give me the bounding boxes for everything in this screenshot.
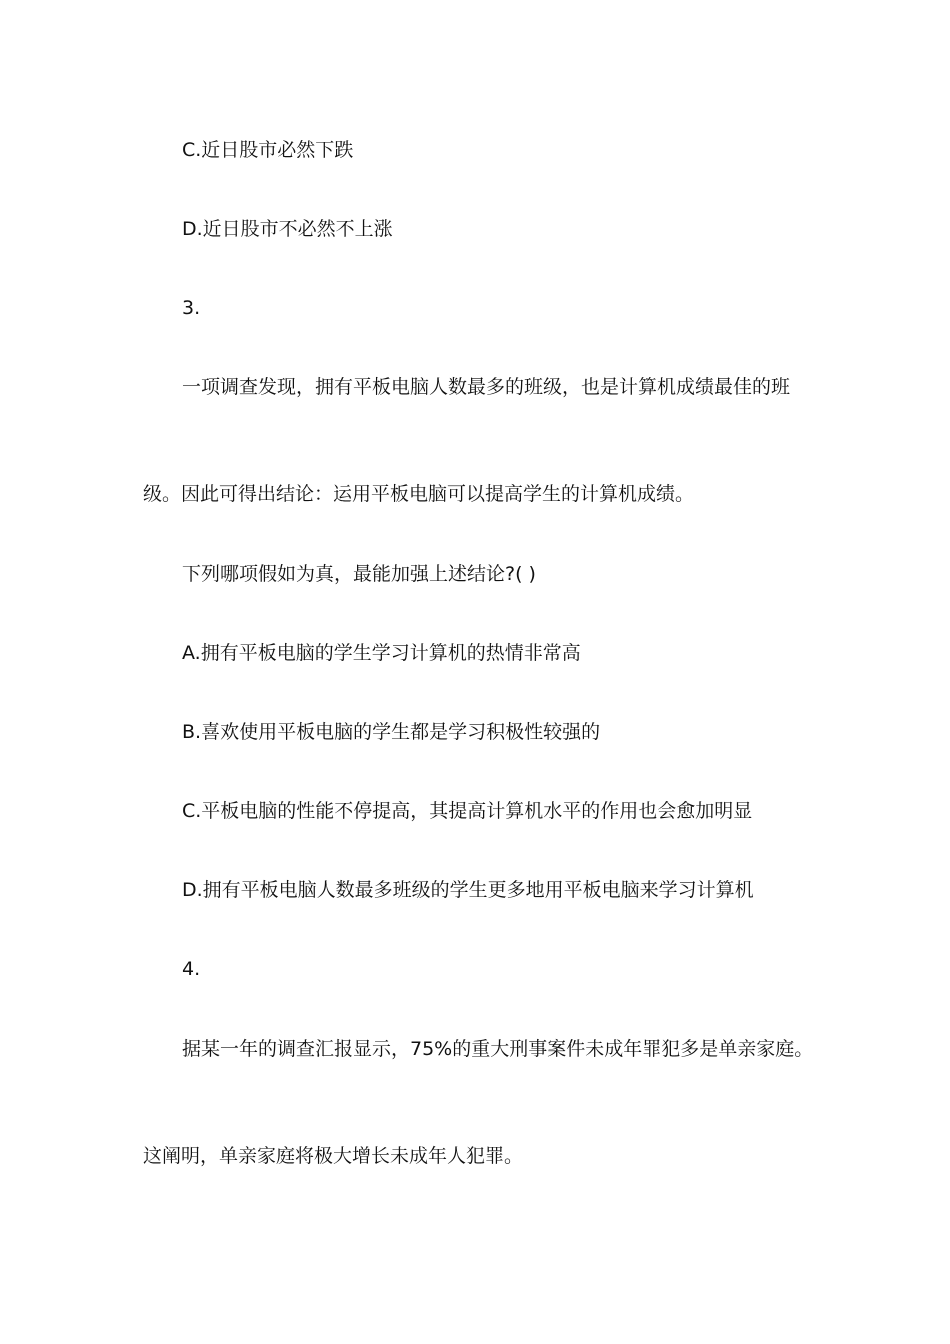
q3-option-d: D.拥有平板电脑人数最多班级的学生更多地用平板电脑来学习计算机 (182, 879, 754, 901)
q3-option-b: B.喜欢使用平板电脑的学生都是学习积极性较强的 (182, 721, 601, 743)
question-number-4: 4. (182, 958, 201, 980)
q3-option-a: A.拥有平板电脑的学生学习计算机的热情非常高 (182, 642, 581, 664)
q4-stem-line-1: 据某一年的调查汇报显示，75%的重大刑事案件未成年罪犯多是单亲家庭。 (182, 1038, 814, 1060)
question-number-3: 3. (182, 297, 201, 319)
q3-stem-line-1: 一项调查发现，拥有平板电脑人数最多的班级，也是计算机成绩最佳的班 (182, 376, 791, 398)
q2-option-c: C.近日股市必然下跌 (182, 139, 354, 161)
q3-stem-line-2: 级。因此可得出结论：运用平板电脑可以提高学生的计算机成绩。 (143, 483, 695, 505)
q3-question: 下列哪项假如为真，最能加强上述结论?( ) (182, 563, 536, 585)
q3-option-c: C.平板电脑的性能不停提高，其提高计算机水平的作用也会愈加明显 (182, 800, 753, 822)
q4-stem-line-2: 这阐明，单亲家庭将极大增长未成年人犯罪。 (143, 1145, 524, 1167)
q2-option-d: D.近日股市不必然不上涨 (182, 218, 393, 240)
